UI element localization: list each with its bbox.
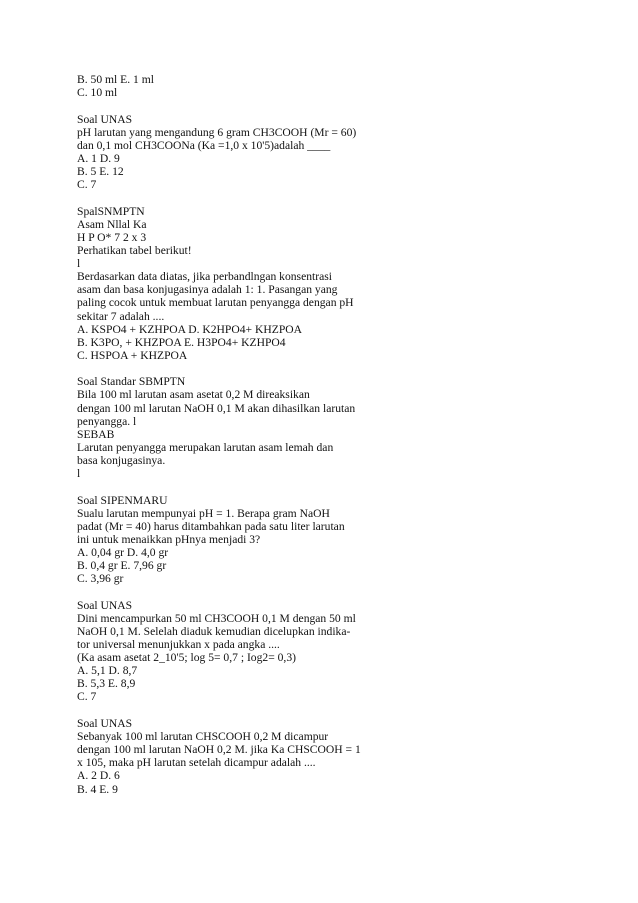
text-line: Berdasarkan data diatas, jika perbandlngan konsentrasi	[77, 270, 332, 284]
text-line: A. 1 D. 9	[77, 151, 120, 165]
text-line: NaOH 0,1 M. Selelah diaduk kemudian dicelupkan indika-	[77, 624, 351, 638]
text-line: C. 7	[77, 690, 97, 704]
text-line: dengan 100 ml larutan NaOH 0,2 M. jika Ka CHSCOOH = 1	[77, 743, 361, 757]
text-line: H P O* 7 2 x 3	[77, 230, 147, 244]
text-line: C. 3,96 gr	[77, 572, 124, 586]
block-spacer	[77, 191, 377, 205]
text-line: C. 7	[77, 178, 97, 192]
document-page	[77, 73, 377, 796]
text-line: x 105, maka pH larutan setelah dicampur adalah ....	[77, 756, 316, 770]
block-spacer	[77, 704, 377, 718]
text-line: B. 5,3 E. 8,9	[77, 677, 136, 691]
text-line: Soal Standar SBMPTN	[77, 375, 186, 389]
text-line: l	[77, 257, 81, 271]
text-line: dengan 100 ml larutan NaOH 0,1 M akan dihasilkan larutan	[77, 401, 356, 415]
text-line: ini untuk menaikkan pHnya menjadi 3?	[77, 532, 261, 546]
text-line: A. 5,1 D. 8,7	[77, 664, 138, 678]
text-line: paling cocok untuk membuat larutan penyangga dengan pH	[77, 296, 354, 310]
text-line: B. K3PO, + KHZPOA E. H3PO4+ KZHPO4	[77, 335, 286, 349]
text-line: padat (Mr = 40) harus ditambahkan pada satu liter larutan	[77, 519, 345, 533]
text-line: asam dan basa konjugasinya adalah 1: 1. Pasangan yang	[77, 283, 338, 297]
text-line: Soal UNAS	[77, 717, 133, 731]
block-spacer	[77, 585, 377, 599]
text-line: B. 0,4 gr E. 7,96 gr	[77, 559, 167, 573]
text-line: Soal UNAS	[77, 112, 133, 126]
text-line: Sebanyak 100 ml larutan CHSCOOH 0,2 M dicampur	[77, 730, 329, 744]
text-line: l	[77, 467, 81, 481]
text-line: A. 0,04 gr D. 4,0 gr	[77, 546, 169, 559]
text-line: Bila 100 ml larutan asam asetat 0,2 M direaksikan	[77, 388, 310, 402]
text-line: Perhatikan tabel berikut!	[77, 244, 192, 258]
text-line: sekitar 7 adalah ....	[77, 309, 165, 323]
text-line: A. 2 D. 6	[77, 769, 120, 783]
text-line: penyangga. l	[77, 414, 137, 428]
question-block	[77, 599, 377, 704]
question-block	[77, 205, 377, 362]
text-line: B. 50 ml E. 1 ml	[77, 73, 154, 86]
question-block	[77, 113, 377, 192]
question-block	[77, 375, 377, 480]
text-line: pH larutan yang mengandung 6 gram CH3COOH (Mr = 60)	[77, 125, 357, 139]
text-line: dan 0,1 mol CH3COONa (Ka =1,0 x 10'5)adalah ____	[77, 138, 331, 152]
text-line: SpalSNMPTN	[77, 204, 145, 218]
block-spacer	[77, 362, 377, 376]
text-line: tor universal menunjukkan x pada angka ....	[77, 638, 280, 652]
text-line: C. HSPOA + KHZPOA	[77, 348, 188, 362]
text-line: B. 5 E. 12	[77, 165, 124, 179]
block-spacer	[77, 480, 377, 494]
question-block	[77, 494, 377, 586]
text-line: SEBAB	[77, 427, 115, 441]
text-line: C. 10 ml	[77, 86, 118, 100]
text-line: B. 4 E. 9	[77, 782, 118, 796]
question-block	[77, 717, 377, 796]
text-line: Sualu larutan mempunyai pH = 1. Berapa gram NaOH	[77, 506, 330, 520]
block-spacer	[77, 99, 377, 113]
text-line: Dini mencampurkan 50 ml CH3COOH 0,1 M dengan 50 ml	[77, 611, 356, 625]
text-line: Larutan penyangga merupakan larutan asam lemah dan	[77, 440, 334, 454]
text-line: Asam Nllal Ka	[77, 217, 147, 231]
text-line: Soal UNAS	[77, 598, 133, 612]
text-line: (Ka asam asetat 2_10'5; log 5= 0,7 ; Iog2= 0,3)	[77, 651, 296, 665]
text-line: Soal SIPENMARU	[77, 493, 168, 507]
text-line: A. KSPO4 + KZHPOA D. K2HPO4+ KHZPOA	[77, 322, 303, 336]
text-line: basa konjugasinya.	[77, 453, 166, 467]
question-block	[77, 73, 377, 99]
